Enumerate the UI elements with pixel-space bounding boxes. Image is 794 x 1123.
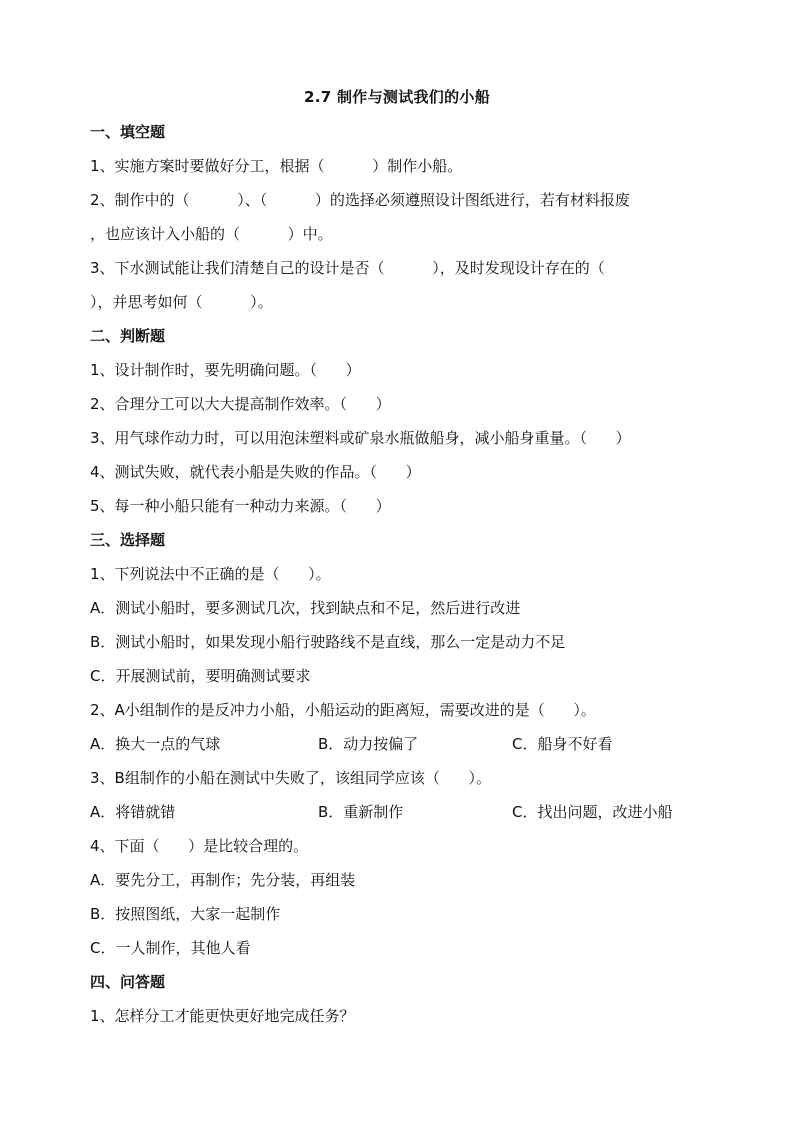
fill-blank-q2-line1: 2、制作中的（ ）、（ ）的选择必须遵照设计图纸进行，若有材料报废 [90, 191, 630, 209]
choice-q1-option-a: A．测试小船时，要多测试几次，找到缺点和不足，然后进行改进 [90, 599, 521, 617]
choice-q1-option-c: C．开展测试前，要明确测试要求 [90, 667, 311, 685]
choice-q1: 1、下列说法中不正确的是（ ）。 [90, 565, 331, 583]
section-choice-heading: 三、选择题 [90, 531, 166, 549]
choice-q4: 4、下面（ ）是比较合理的。 [90, 837, 309, 855]
fill-blank-q1: 1、实施方案时要做好分工，根据（ ）制作小船。 [90, 157, 463, 175]
fill-blank-q2-line2: ，也应该计入小船的（ ）中。 [90, 225, 333, 243]
choice-q3-option-a: A．将错就错 [90, 803, 176, 821]
true-false-q2: 2、合理分工可以大大提高制作效率。（ ） [90, 395, 391, 413]
section-true-false-heading: 二、判断题 [90, 327, 166, 345]
choice-q3-option-b: B．重新制作 [318, 803, 404, 821]
page-title: 2.7 制作与测试我们的小船 [304, 88, 490, 106]
fill-blank-q3-line2: ），并思考如何（ ）。 [90, 293, 273, 311]
choice-q1-option-b: B．测试小船时，如果发现小船行驶路线不是直线，那么一定是动力不足 [90, 633, 566, 651]
true-false-q5: 5、每一种小船只能有一种动力来源。（ ） [90, 497, 391, 515]
choice-q4-option-b: B．按照图纸，大家一起制作 [90, 905, 281, 923]
fill-blank-q3-line1: 3、下水测试能让我们清楚自己的设计是否（ ），及时发现设计存在的（ [90, 259, 605, 277]
choice-q2: 2、A小组制作的是反冲力小船，小船运动的距离短，需要改进的是（ ）。 [90, 701, 596, 719]
choice-q2-option-a: A．换大一点的气球 [90, 735, 221, 753]
section-qa-heading: 四、问答题 [90, 973, 166, 991]
choice-q4-option-a: A．要先分工，再制作；先分装，再组装 [90, 871, 356, 889]
true-false-q4: 4、测试失败，就代表小船是失败的作品。（ ） [90, 463, 421, 481]
section-fill-blank-heading: 一、填空题 [90, 123, 166, 141]
choice-q2-option-c: C．船身不好看 [512, 735, 613, 753]
true-false-q3: 3、用气球作动力时，可以用泡沫塑料或矿泉水瓶做船身，减小船身重量。（ ） [90, 429, 631, 447]
choice-q3-option-c: C．找出问题，改进小船 [512, 803, 673, 821]
true-false-q1: 1、设计制作时，要先明确问题。（ ） [90, 361, 361, 379]
qa-q1: 1、怎样分工才能更快更好地完成任务？ [90, 1007, 355, 1025]
choice-q3: 3、B组制作的小船在测试中失败了，该组同学应该（ ）。 [90, 769, 491, 787]
choice-q4-option-c: C．一人制作，其他人看 [90, 939, 251, 957]
choice-q2-option-b: B．动力按偏了 [318, 735, 419, 753]
